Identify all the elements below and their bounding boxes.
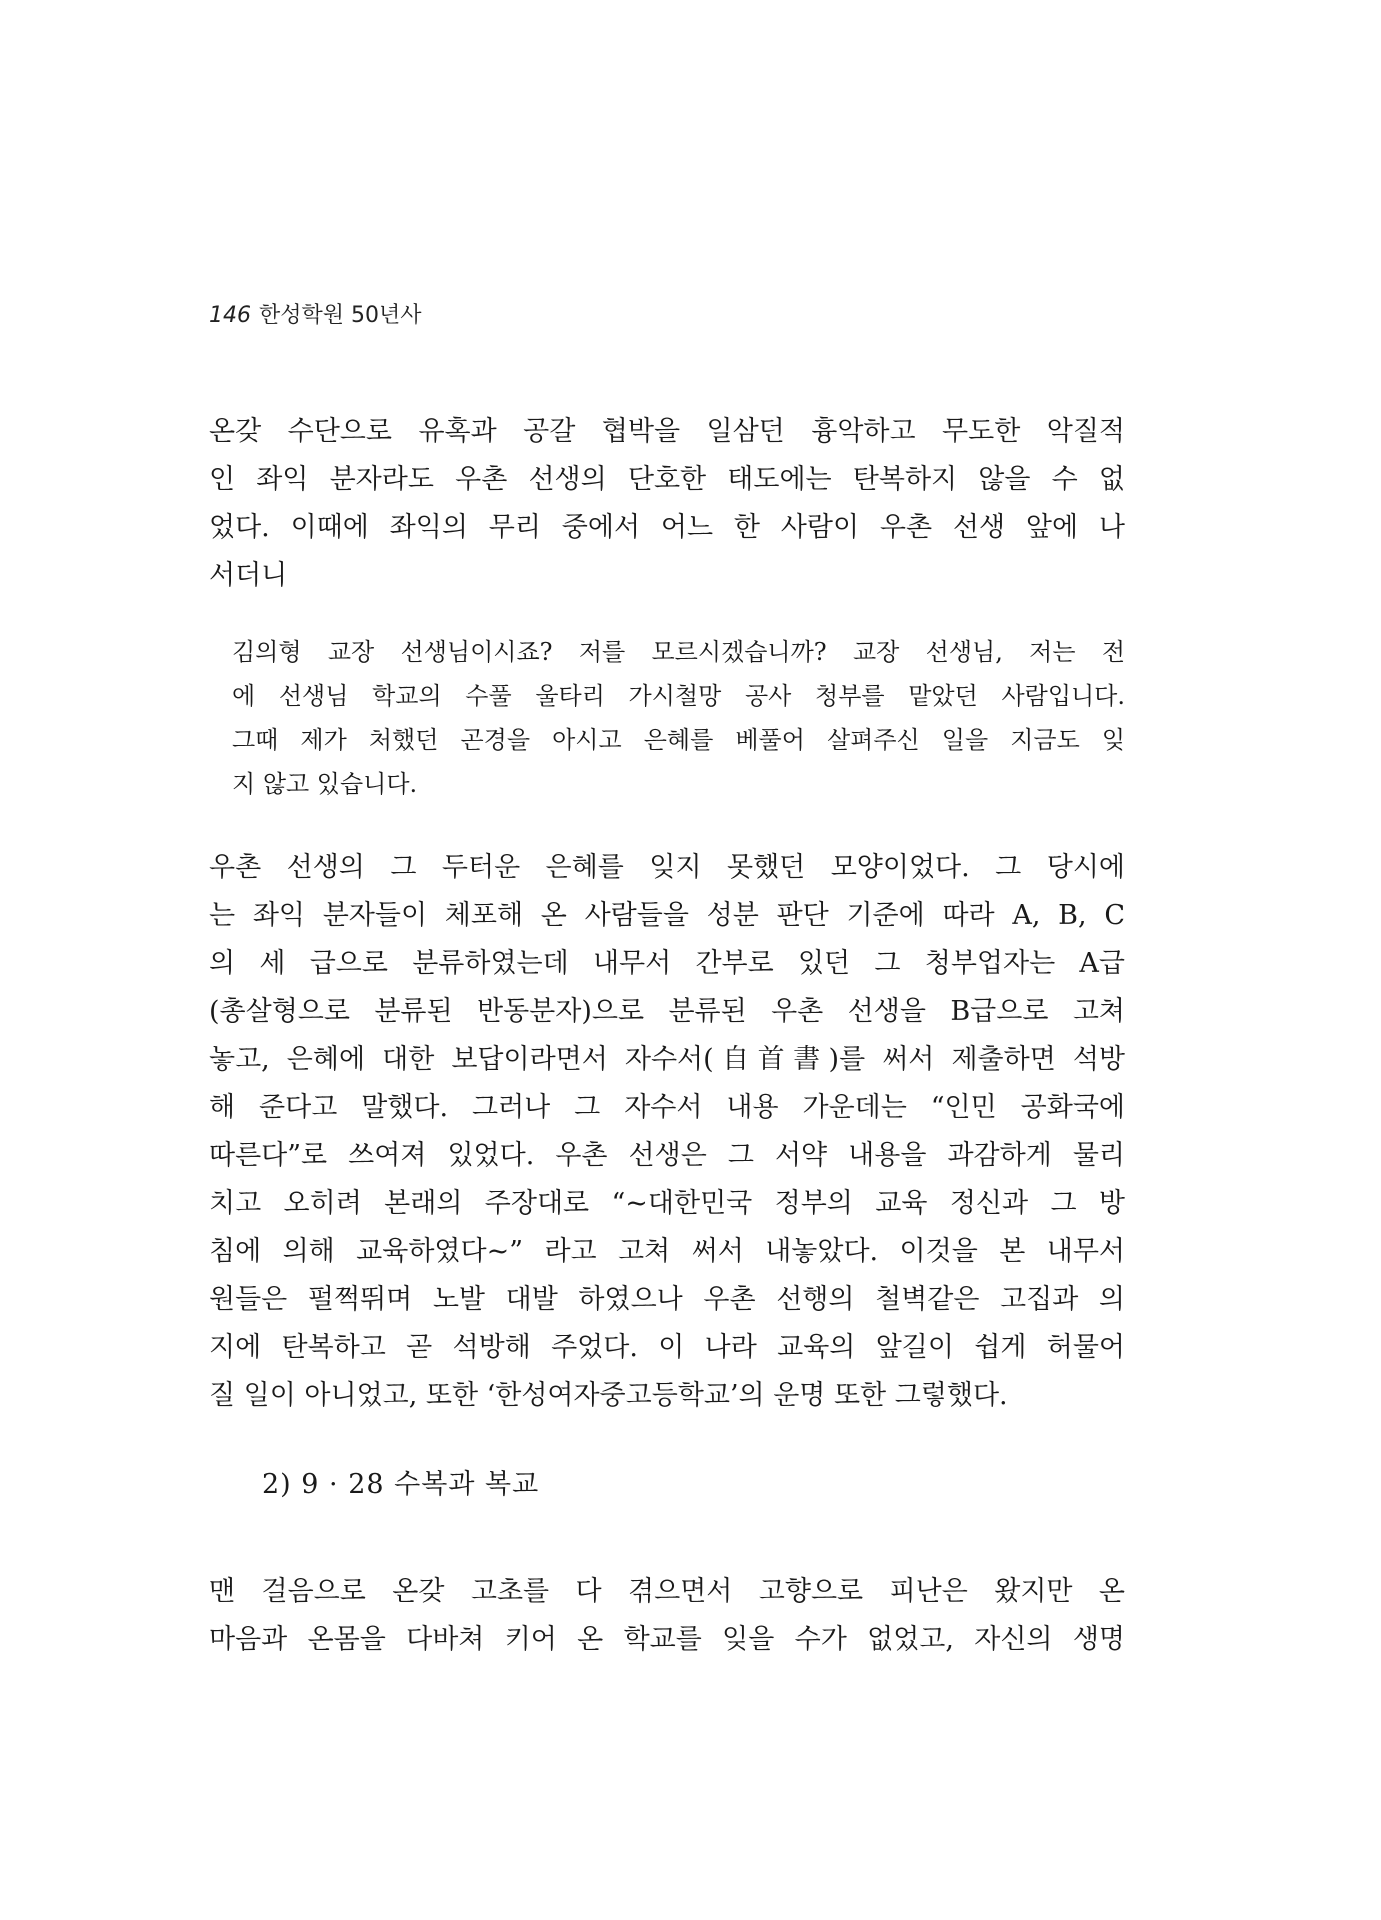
quote-line: 그때 제가 처했던 곤경을 아시고 은혜를 베풀어 살펴주신 일을 지금도 잊 xyxy=(232,726,1125,754)
section-subheading: 2) 9 · 28 수복과 복교 xyxy=(262,1469,540,1500)
paragraph-1-line: 었다. 이때에 좌익의 무리 중에서 어느 한 사람이 우촌 선생 앞에 나 xyxy=(209,512,1125,543)
paragraph-2-line: 놓고, 은혜에 대한 보답이라면서 자수서(自首書)를 써서 제출하면 석방 xyxy=(209,1044,1125,1075)
paragraph-1-line: 인 좌익 분자라도 우촌 선생의 단호한 태도에는 탄복하지 않을 수 없 xyxy=(209,464,1125,495)
paragraph-2-line: 질 일이 아니었고, 또한 ‘한성여자중고등학교’의 운명 또한 그렇했다. xyxy=(209,1380,1008,1411)
paragraph-2-line: 는 좌익 분자들이 체포해 온 사람들을 성분 판단 기준에 따라 A, B, C xyxy=(209,900,1125,931)
running-header xyxy=(209,298,422,329)
paragraph-2-line: 우촌 선생의 그 두터운 은혜를 잊지 못했던 모양이었다. 그 당시에 xyxy=(209,852,1125,883)
block-quote xyxy=(232,630,1125,806)
paragraph-2-line: 해 준다고 말했다. 그러나 그 자수서 내용 가운데는 “인민 공화국에 xyxy=(209,1092,1125,1123)
paragraph-2-line: 침에 의해 교육하였다~” 라고 고쳐 써서 내놓았다. 이것을 본 내무서 xyxy=(209,1236,1125,1267)
book-title: 한성학원 50년사 xyxy=(259,303,422,328)
paragraph-3 xyxy=(209,1568,1125,1664)
paragraph-2-line: 의 세 급으로 분류하였는데 내무서 간부로 있던 그 청부업자는 A급 xyxy=(209,948,1125,979)
paragraph-1-line: 서더니 xyxy=(209,560,288,591)
paragraph-2-line: (총살형으로 분류된 반동분자)으로 분류된 우촌 선생을 B급으로 고쳐 xyxy=(209,996,1125,1027)
paragraph-2 xyxy=(209,844,1125,1420)
paragraph-1-line: 온갖 수단으로 유혹과 공갈 협박을 일삼던 흉악하고 무도한 악질적 xyxy=(209,416,1125,447)
paragraph-3-line: 마음과 온몸을 다바쳐 키어 온 학교를 잊을 수가 없었고, 자신의 생명 xyxy=(209,1624,1125,1655)
quote-line: 지 않고 있습니다. xyxy=(232,770,418,798)
quote-line: 김의형 교장 선생님이시죠? 저를 모르시겠습니까? 교장 선생님, 저는 전 xyxy=(232,638,1125,666)
paragraph-2-line: 따른다”로 쓰여져 있었다. 우촌 선생은 그 서약 내용을 과감하게 물리 xyxy=(209,1140,1125,1171)
paragraph-2-line: 지에 탄복하고 곧 석방해 주었다. 이 나라 교육의 앞길이 쉽게 허물어 xyxy=(209,1332,1125,1363)
page-number: 146 xyxy=(209,303,251,328)
paragraph-3-line: 맨 걸음으로 온갖 고초를 다 겪으면서 고향으로 피난은 왔지만 온 xyxy=(209,1576,1125,1607)
paragraph-1 xyxy=(209,408,1125,600)
paragraph-2-line: 치고 오히려 본래의 주장대로 “~대한민국 정부의 교육 정신과 그 방 xyxy=(209,1188,1125,1219)
paragraph-2-line: 원들은 펄쩍뛰며 노발 대발 하였으나 우촌 선행의 철벽같은 고집과 의 xyxy=(209,1284,1125,1315)
quote-line: 에 선생님 학교의 수풀 울타리 가시철망 공사 청부를 맡았던 사람입니다. xyxy=(232,682,1125,710)
